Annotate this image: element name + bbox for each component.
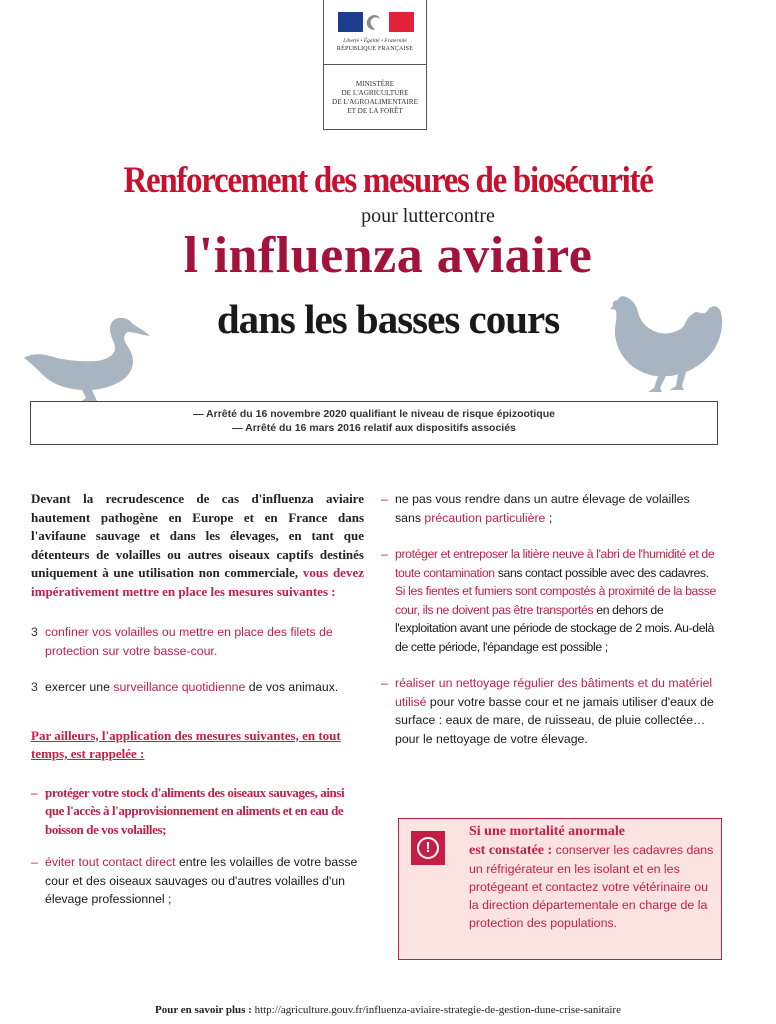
item-cleaning: – réaliser un nettoyage régulier des bâtiments et du matériel utilisé pour votre basse cour et ne jamais utiliser d'eaux de surface : eaux de mare, de ruisseau, de pluie collectée… pour le nettoyage de votre élevage.: [381, 676, 714, 746]
item-litter: – protéger et entreposer la litière neuve à l'abri de l'humidité et de toute contamination sans contact possible avec des cadavres. Si les fientes et fumiers sont compostés à proximité de la basse cour, ils ne doivent pas être transportés en dehors de l'exploitation avant une période de stockage de 2 mois. Au-delà de cette période, l'épandage est possible ;: [381, 547, 716, 654]
more-info-url[interactable]: http://agriculture.gouv.fr/influenza-aviaire-strategie-de-gestion-dune-crise-sanitaire: [254, 1004, 621, 1016]
ministry-name: MINISTÈRE DE L'AGRICULTURE DE L'AGROALIMENTAIRE ET DE LA FORÊT: [332, 80, 418, 115]
title-line4: dans les basses cours: [216, 296, 560, 342]
decree-2: — Arrêté du 16 mars 2016 relatif aux dispositifs associés: [232, 421, 516, 434]
decree-1: — Arrêté du 16 novembre 2020 qualifiant le niveau de risque épizootique: [193, 408, 555, 420]
footer-link: Pour en savoir plus : http://agriculture.gouv.fr/influenza-aviaire-strategie-de-gestion-dune-crise-sanitaire: [155, 1004, 621, 1016]
title-line2: pour luttercontre: [361, 205, 495, 227]
right-column: [381, 490, 719, 748]
item-avoid-contact: – éviter tout contact direct entre les volailles de votre basse cour et des oiseaux sauvages ou d'autres volailles d'un élevage professionnel ;: [31, 855, 358, 906]
title-line3: l'influenza aviaire: [183, 227, 593, 284]
item-no-visit: – ne pas vous rendre dans un autre élevage de volailles sans précaution particulière ;: [381, 492, 690, 525]
ministry-logo: [323, 0, 427, 130]
recall-heading: Par ailleurs, l'application des mesures suivantes, en tout temps, est rappelée :: [31, 727, 341, 761]
title-line1: Renforcement des mesures de biosécurité: [123, 160, 653, 202]
measure-confine: 3 confiner vos volailles ou mettre en place des filets de protection sur votre basse-cour.: [31, 625, 333, 658]
republique-label: RÉPUBLIQUE FRANÇAISE: [336, 46, 414, 52]
alert-text: Si une mortalité anormale est constatée : conserver les cadavres dans un réfrigérateur en les isolant et en les protégeant et contactez votre vétérinaire ou la direction départementale en charge de la protection des populations.: [469, 824, 714, 930]
intro-paragraph: Devant la recrudescence de cas d'influenza aviaire hautement pathogène en Europe et en France dans l'avifaune sauvage et dans les élevages, en tant que détenteurs de volailles ou autres oiseaux captifs destinés uniquement à une utilisation non commerciale, vous devez impérativement mettre en place les mesures suivantes :: [31, 491, 364, 599]
marianne-icon: [358, 13, 388, 31]
warning-icon: !: [411, 831, 445, 865]
item-feed-stock: – protéger votre stock d'aliments des oiseaux sauvages, ainsi que l'accès à l'approvisionnement en aliments et en eau de boisson de vos volailles;: [31, 784, 345, 837]
mortality-alert: [398, 818, 722, 960]
left-column: [31, 490, 364, 909]
decree-box: [30, 401, 718, 445]
duck-icon: [22, 312, 152, 407]
motto: Liberté • Égalité • Fraternité: [343, 38, 407, 44]
measure-surveillance: 3 exercer une surveillance quotidienne de vos animaux.: [31, 680, 339, 694]
hen-icon: [610, 294, 728, 402]
